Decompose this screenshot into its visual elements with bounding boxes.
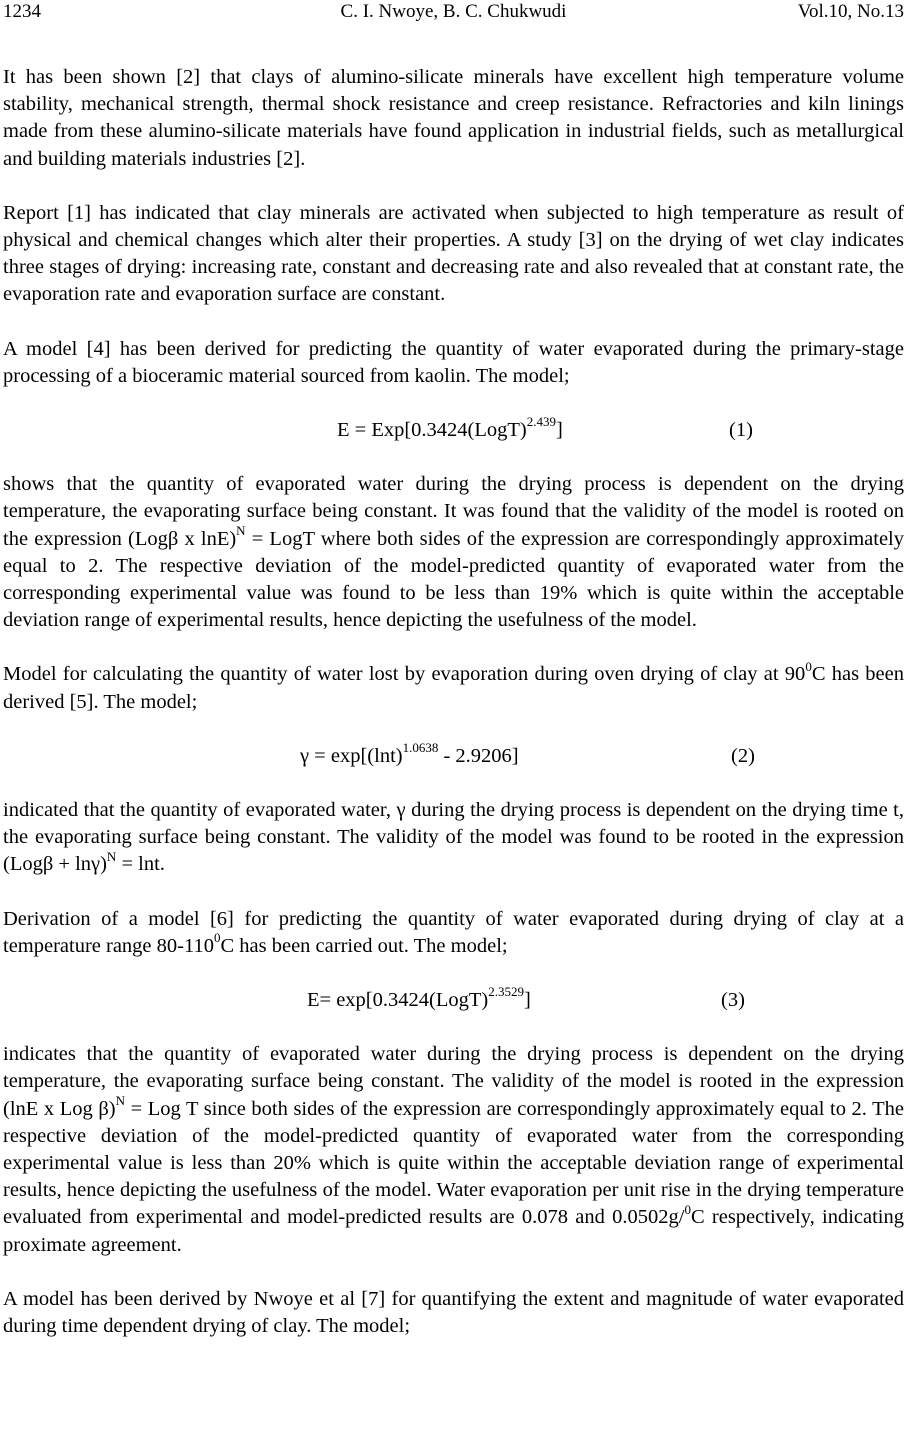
paragraph-8-superscript-2: 0: [684, 1201, 691, 1217]
paragraph-5-text-b: C has been derived [5]. The model;: [3, 663, 904, 713]
running-header: [3, 0, 904, 24]
equation-1-formula: [337, 414, 563, 444]
paragraph-5-superscript: 0: [805, 658, 812, 674]
paragraph-1: It has been shown [2] that clays of alumino-silicate minerals have excellent high temperature volume stability, mechanical strength, thermal shock resistance and creep resistance. Refractories and kiln linings made from these alumino-silicate materials have found application in industrial fields, such as metallurgical and building materials industries [2].: [3, 66, 904, 170]
paragraph-4-text-a: shows that the quantity of evaporated water during the drying process is dependent on the drying temperature, the evaporating surface being constant. It was found that the validity of the model is rooted on the expression (Logβ x lnE): [3, 473, 904, 550]
equation-3-formula: [307, 984, 531, 1014]
equation-3-exponent: 2.3529: [488, 984, 524, 1000]
equation-2-formula: [300, 740, 519, 770]
paragraph-3: A model [4] has been derived for predicting the quantity of water evaporated during the primary-stage processing of a bioceramic material sourced from kaolin. The model;: [3, 337, 904, 387]
equation-2-tail: - 2.9206]: [438, 744, 519, 767]
paragraph-7-text-a: Derivation of a model [6] for predicting the quantity of water evaporated during drying of clay at a temperature range 80-110: [3, 907, 904, 957]
paragraph-6-superscript: N: [106, 848, 117, 864]
header-volume: Vol.10, No.13: [797, 1, 904, 22]
equation-3-tail: ]: [523, 989, 531, 1012]
paragraph-6-text-a: indicated that the quantity of evaporated water, γ during the drying process is dependent on the drying time t, the evaporating surface being constant. The validity of the model was found to be rooted in the expression (Logβ + lnγ): [3, 799, 904, 876]
equation-3-base: E= exp[0.3424(LogT): [307, 989, 489, 1012]
page-body: [3, 64, 904, 1340]
paragraph-4-text-b: = LogT where both sides of the expression are correspondingly approximately equal to 2. The respective deviation of the model-predicted quantity of evaporated water from the corresponding experimental value was found to be less than 19% which is quite within the acceptable deviation range of experimental results, hence depicting the usefulness of the model.: [3, 527, 904, 632]
equation-1-number: (1): [729, 419, 753, 442]
paragraph-4: [3, 471, 904, 634]
paragraph-7-text-b: C has been carried out. The model;: [220, 934, 508, 957]
paragraph-5-text-a: Model for calculating the quantity of water lost by evaporation during oven drying of clay at 90: [3, 663, 806, 686]
equation-2: [3, 740, 904, 770]
equation-2-exponent: 1.0638: [402, 740, 439, 756]
equation-2-base: γ = exp[(lnt): [300, 744, 403, 767]
equation-1-tail: ]: [556, 419, 563, 442]
paragraph-6-text-b: = lnt.: [116, 853, 165, 876]
paragraph-9: A model has been derived by Nwoye et al [7] for quantifying the extent and magnitude of water evaporated during time dependent drying of clay. The model;: [3, 1287, 904, 1338]
equation-1-exponent: 2.439: [526, 414, 557, 430]
paragraph-2: Report [1] has indicated that clay minerals are activated when subjected to high temperature as result of physical and chemical changes which alter their properties. A study [3] on the drying of wet clay indicates three stages of drying: increasing rate, constant and decreasing rate and also revealed that at constant rate, the evaporation rate and evaporation surface are constant.: [3, 201, 904, 306]
paragraph-5: [3, 658, 904, 715]
equation-2-number: (2): [731, 744, 755, 767]
equation-1-base: E = Exp[0.3424(LogT): [337, 419, 527, 442]
paragraph-7-superscript: 0: [213, 930, 221, 946]
equation-3-number: (3): [721, 989, 745, 1012]
paragraph-8: [3, 1041, 904, 1259]
equation-1: [3, 414, 904, 444]
paragraph-8-text-a: indicates that the quantity of evaporated water during the drying process is dependent on the drying temperature, the evaporating surface being constant. The validity of the model is rooted in the expression (lnE x Log β): [3, 1043, 904, 1120]
equation-3: [3, 984, 904, 1014]
paragraph-8-superscript-1: N: [115, 1092, 125, 1108]
paragraph-4-superscript: N: [236, 522, 246, 538]
paragraph-8-text-c: C respectively, indicating proximate agreement.: [3, 1206, 904, 1256]
paragraph-6: [3, 797, 904, 879]
page-number: 1234: [3, 1, 41, 22]
paragraph-7: [3, 906, 904, 960]
paragraph-8-text-b: = Log T since both sides of the expression are correspondingly approximately equal to 2. The respective deviation of the model-predicted quantity of evaporated water from the corresponding experimental value is less than 20% which is quite within the acceptable deviation range of experimental results, hence depicting the usefulness of the model. Water evaporation per unit rise in the drying temperature evaluated from experimental and model-predicted results are 0.078 and 0.0502g/: [3, 1097, 904, 1229]
header-authors: C. I. Nwoye, B. C. Chukwudi: [340, 1, 567, 22]
